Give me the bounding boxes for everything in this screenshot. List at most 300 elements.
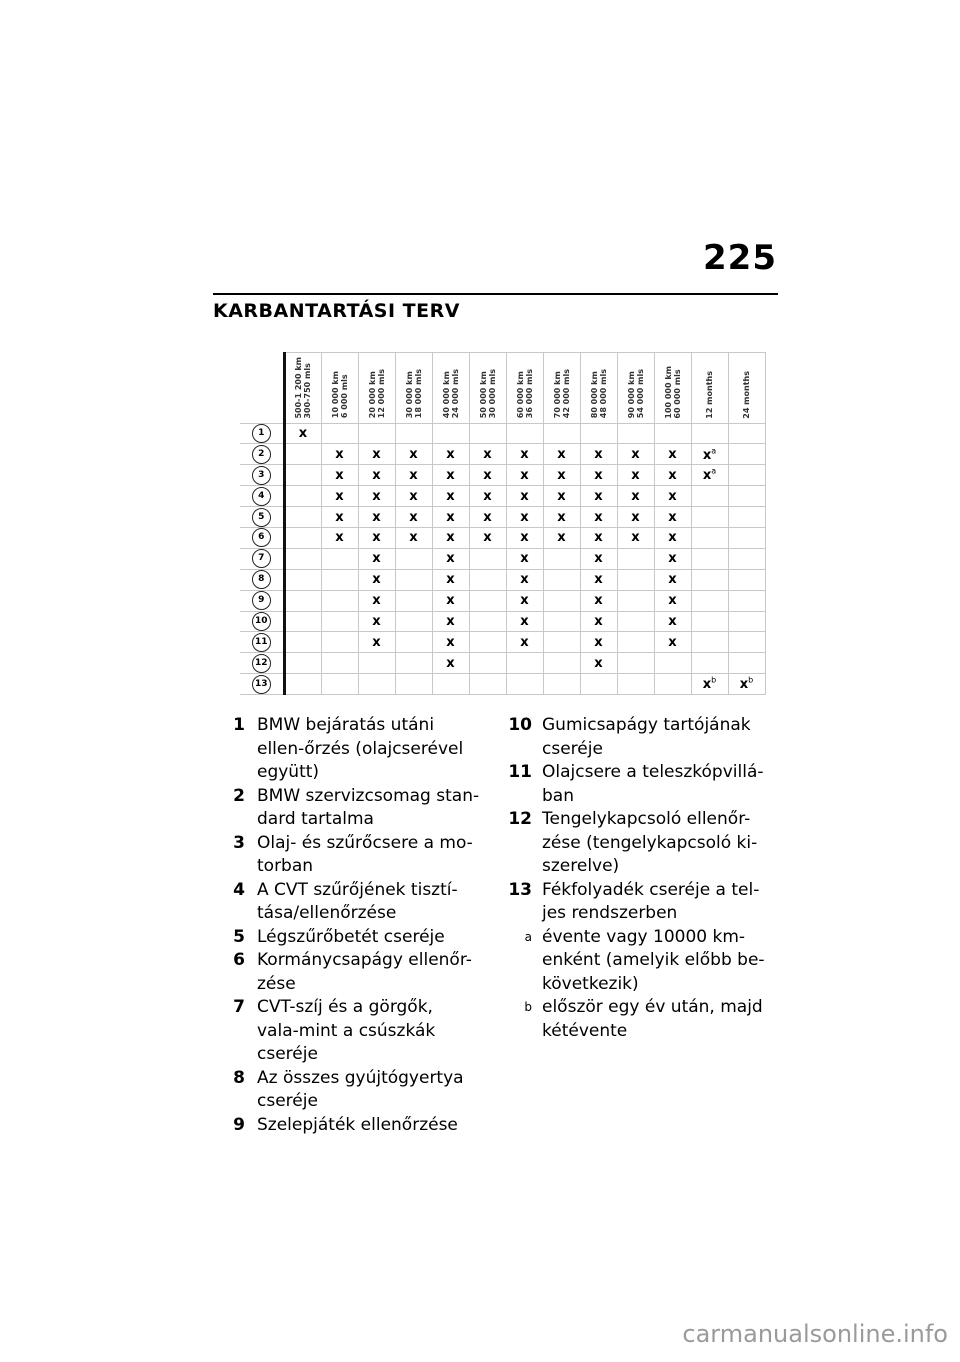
schedule-cell <box>506 653 543 674</box>
schedule-cell <box>728 590 765 611</box>
table-row <box>240 444 765 465</box>
schedule-mark: x <box>520 572 529 588</box>
schedule-mark: x <box>335 509 344 525</box>
schedule-cell <box>358 465 395 486</box>
schedule-cell <box>358 569 395 590</box>
schedule-cell <box>506 569 543 590</box>
schedule-mark: x <box>631 467 640 483</box>
schedule-mark: x <box>520 634 529 650</box>
schedule-cell <box>358 632 395 653</box>
schedule-cell <box>728 507 765 528</box>
legend-entry <box>215 949 480 996</box>
column-header-label: 70 000 km 42 000 mls <box>552 369 571 419</box>
legend-text: először egy év után, majd kétévente <box>542 997 763 1041</box>
row-number-cell <box>240 486 284 507</box>
schedule-cell <box>654 423 691 444</box>
schedule-mark: $x^a$ <box>702 467 717 484</box>
schedule-cell <box>728 548 765 569</box>
row-number-badge: 13 <box>252 675 271 694</box>
section-title: KARBANTARTÁSI TERV <box>213 300 460 322</box>
schedule-cell <box>543 569 580 590</box>
legend-entry <box>215 832 480 879</box>
legend-number: 3 <box>233 832 245 853</box>
schedule-cell <box>321 423 358 444</box>
schedule-mark: x <box>520 551 529 567</box>
schedule-cell <box>543 486 580 507</box>
schedule-cell <box>358 590 395 611</box>
schedule-mark: x <box>557 467 566 483</box>
legend-text: Gumicsapágy tartójának cseréje <box>542 715 751 759</box>
schedule-cell <box>580 486 617 507</box>
schedule-cell <box>654 527 691 548</box>
schedule-cell <box>580 590 617 611</box>
column-header <box>284 353 321 424</box>
schedule-mark: x <box>594 530 603 546</box>
table-row <box>240 423 765 444</box>
schedule-mark: x <box>594 509 603 525</box>
legend-entry <box>502 714 767 761</box>
schedule-mark: x <box>668 634 677 650</box>
schedule-cell <box>395 590 432 611</box>
schedule-cell <box>617 674 654 695</box>
legend-entry <box>215 1114 480 1138</box>
schedule-mark: x <box>335 446 344 462</box>
legend-entry <box>502 926 767 997</box>
table-row <box>240 632 765 653</box>
schedule-cell <box>654 569 691 590</box>
schedule-cell <box>506 590 543 611</box>
schedule-cell <box>691 444 728 465</box>
schedule-cell <box>469 527 506 548</box>
schedule-cell <box>284 486 321 507</box>
schedule-cell <box>691 674 728 695</box>
column-header-label: 20 000 km 12 000 mls <box>367 369 386 419</box>
schedule-cell <box>432 465 469 486</box>
schedule-cell <box>395 674 432 695</box>
schedule-cell <box>321 569 358 590</box>
schedule-cell <box>728 674 765 695</box>
schedule-cell <box>617 465 654 486</box>
schedule-mark: x <box>594 551 603 567</box>
legend-entry <box>215 996 480 1067</box>
row-number-badge: 4 <box>252 487 271 506</box>
schedule-cell <box>728 653 765 674</box>
schedule-cell <box>654 674 691 695</box>
row-number-badge: 6 <box>252 528 271 547</box>
schedule-cell <box>691 507 728 528</box>
schedule-cell <box>432 569 469 590</box>
table-row <box>240 527 765 548</box>
schedule-cell <box>395 486 432 507</box>
table-row <box>240 590 765 611</box>
schedule-cell <box>469 486 506 507</box>
schedule-cell <box>728 569 765 590</box>
schedule-cell <box>358 527 395 548</box>
legend-number: 2 <box>233 785 245 806</box>
row-number-cell <box>240 674 284 695</box>
row-number-cell <box>240 465 284 486</box>
schedule-cell <box>432 507 469 528</box>
schedule-cell <box>543 548 580 569</box>
schedule-cell <box>284 444 321 465</box>
schedule-cell <box>321 674 358 695</box>
schedule-cell <box>543 632 580 653</box>
schedule-mark: x <box>409 467 418 483</box>
schedule-cell <box>395 632 432 653</box>
legend-number: 5 <box>233 926 245 947</box>
schedule-cell <box>617 632 654 653</box>
schedule-cell <box>506 486 543 507</box>
schedule-mark: x <box>594 655 603 671</box>
header-rule <box>213 293 778 295</box>
row-number-badge: 8 <box>252 570 271 589</box>
schedule-cell <box>580 548 617 569</box>
row-number-cell <box>240 632 284 653</box>
schedule-cell <box>580 611 617 632</box>
schedule-cell <box>321 507 358 528</box>
schedule-cell <box>728 632 765 653</box>
schedule-cell <box>654 653 691 674</box>
legend-text: Tengelykapcsoló ellenőr-zése (tengelykapcsoló ki-szerelve) <box>542 809 758 876</box>
schedule-cell <box>358 507 395 528</box>
schedule-cell <box>580 527 617 548</box>
column-header-label: 40 000 km 24 000 mls <box>441 369 460 419</box>
schedule-mark: $x^b$ <box>702 675 717 693</box>
row-number-cell <box>240 653 284 674</box>
schedule-cell <box>432 632 469 653</box>
schedule-cell <box>506 423 543 444</box>
schedule-cell <box>617 507 654 528</box>
schedule-cell <box>654 465 691 486</box>
row-number-cell <box>240 507 284 528</box>
schedule-mark: x <box>668 593 677 609</box>
column-header <box>395 353 432 424</box>
schedule-cell <box>543 527 580 548</box>
column-header-label: 12 months <box>705 370 714 419</box>
schedule-cell <box>506 465 543 486</box>
schedule-cell <box>284 590 321 611</box>
legend-entry <box>502 761 767 808</box>
column-header-label: 60 000 km 36 000 mls <box>515 369 534 419</box>
schedule-cell <box>691 569 728 590</box>
schedule-cell <box>395 611 432 632</box>
schedule-cell <box>358 486 395 507</box>
schedule-cell <box>617 569 654 590</box>
schedule-cell <box>691 548 728 569</box>
schedule-mark: x <box>409 530 418 546</box>
schedule-mark: x <box>335 530 344 546</box>
schedule-mark: x <box>520 509 529 525</box>
schedule-cell <box>580 465 617 486</box>
row-number-badge: 12 <box>252 654 271 673</box>
schedule-mark: x <box>483 467 492 483</box>
schedule-cell <box>469 444 506 465</box>
table-row <box>240 569 765 590</box>
schedule-mark: x <box>631 509 640 525</box>
schedule-cell <box>543 465 580 486</box>
legend-number: 11 <box>508 762 532 782</box>
schedule-mark: x <box>557 446 566 462</box>
column-header-label: 50 000 km 30 000 mls <box>478 369 497 419</box>
legend-text: Kormánycsapágy ellenőr-zése <box>257 950 472 994</box>
row-number-badge: 11 <box>252 633 271 652</box>
legend-text: Olaj- és szűrőcsere a mo-torban <box>257 832 473 876</box>
schedule-cell <box>284 653 321 674</box>
schedule-cell <box>358 423 395 444</box>
schedule-cell <box>284 423 321 444</box>
schedule-mark: x <box>520 446 529 462</box>
schedule-cell <box>321 486 358 507</box>
schedule-cell <box>543 423 580 444</box>
schedule-cell <box>358 653 395 674</box>
schedule-mark: x <box>520 593 529 609</box>
schedule-cell <box>654 590 691 611</box>
row-number-cell <box>240 527 284 548</box>
schedule-mark: x <box>335 467 344 483</box>
schedule-cell <box>284 548 321 569</box>
schedule-mark: x <box>409 488 418 504</box>
schedule-cell <box>395 653 432 674</box>
column-header <box>506 353 543 424</box>
schedule-cell <box>395 569 432 590</box>
column-header <box>728 353 765 424</box>
schedule-cell <box>728 486 765 507</box>
schedule-mark: x <box>520 613 529 629</box>
schedule-cell <box>395 507 432 528</box>
table-row <box>240 674 765 695</box>
schedule-mark: x <box>446 467 455 483</box>
schedule-mark: x <box>557 530 566 546</box>
schedule-cell <box>358 674 395 695</box>
schedule-cell <box>469 590 506 611</box>
schedule-cell <box>321 590 358 611</box>
legend-number: 10 <box>508 715 532 735</box>
schedule-cell <box>321 548 358 569</box>
column-header <box>543 353 580 424</box>
schedule-mark: $x^b$ <box>739 675 754 693</box>
column-header-label: 30 000 km 18 000 mls <box>404 369 423 419</box>
legend-entry <box>215 926 480 950</box>
schedule-mark: x <box>446 655 455 671</box>
schedule-cell <box>469 653 506 674</box>
schedule-cell <box>321 465 358 486</box>
schedule-mark: x <box>483 446 492 462</box>
schedule-mark: x <box>409 509 418 525</box>
schedule-cell <box>580 444 617 465</box>
column-header-label: 500-1 200 km 300-750 mls <box>294 357 312 419</box>
legend-entry <box>215 1067 480 1114</box>
table-row <box>240 507 765 528</box>
legend-text: Szelepjáték ellenőrzése <box>257 1114 458 1135</box>
maintenance-schedule-table <box>240 352 765 693</box>
legend-number: 13 <box>508 879 532 900</box>
schedule-mark: x <box>594 572 603 588</box>
legend-number: 7 <box>233 997 245 1017</box>
column-header <box>432 353 469 424</box>
schedule-mark: x <box>520 530 529 546</box>
schedule-cell <box>654 632 691 653</box>
schedule-cell <box>691 653 728 674</box>
schedule-cell <box>654 444 691 465</box>
schedule-cell <box>395 423 432 444</box>
schedule-cell <box>432 674 469 695</box>
table-row <box>240 486 765 507</box>
schedule-cell <box>617 611 654 632</box>
schedule-mark: x <box>594 593 603 609</box>
schedule-cell <box>395 465 432 486</box>
schedule-mark: x <box>557 509 566 525</box>
row-number-badge: 1 <box>252 424 271 443</box>
legend-text: BMW bejáratás utáni ellen-őrzés (olajcserével együtt) <box>257 715 464 782</box>
schedule-cell <box>284 569 321 590</box>
schedule-mark: x <box>594 488 603 504</box>
schedule-mark: x <box>372 634 381 650</box>
column-header <box>654 353 691 424</box>
schedule-mark: x <box>631 530 640 546</box>
row-number-cell <box>240 548 284 569</box>
schedule-mark: x <box>372 613 381 629</box>
schedule-cell <box>543 444 580 465</box>
schedule-cell <box>654 507 691 528</box>
schedule-cell <box>691 423 728 444</box>
legend-number: 4 <box>233 879 245 900</box>
schedule-mark: x <box>483 488 492 504</box>
row-number-badge: 9 <box>252 591 271 610</box>
schedule-mark: x <box>409 446 418 462</box>
schedule-mark: x <box>483 509 492 525</box>
legend-number: 1 <box>233 715 245 735</box>
legend-text: BMW szervizcsomag stan-dard tartalma <box>257 785 480 829</box>
legend-number: 8 <box>233 1067 245 1088</box>
column-header-label: 10 000 km 6 000 mls <box>330 371 349 419</box>
schedule-mark: x <box>372 488 381 504</box>
legend-entry <box>502 808 767 879</box>
watermark: carmanualsonline.info <box>682 1320 948 1348</box>
schedule-cell <box>654 548 691 569</box>
schedule-cell <box>432 653 469 674</box>
schedule-cell <box>432 527 469 548</box>
row-number-cell <box>240 423 284 444</box>
row-number-cell <box>240 569 284 590</box>
schedule-mark: x <box>372 446 381 462</box>
legend-text: évente vagy 10000 km-enként (amelyik előbb be-következik) <box>542 926 765 994</box>
schedule-cell <box>506 611 543 632</box>
row-number-cell <box>240 590 284 611</box>
schedule-cell <box>432 611 469 632</box>
schedule-cell <box>284 527 321 548</box>
schedule-mark: $x^a$ <box>702 446 717 463</box>
schedule-mark: x <box>557 488 566 504</box>
table-row <box>240 653 765 674</box>
schedule-mark: x <box>668 613 677 629</box>
schedule-cell <box>284 674 321 695</box>
legend-text: Az összes gyújtógyertya cseréje <box>257 1067 464 1111</box>
schedule-cell <box>469 632 506 653</box>
schedule-cell <box>617 444 654 465</box>
schedule-cell <box>728 444 765 465</box>
schedule-cell <box>395 527 432 548</box>
schedule-cell <box>691 527 728 548</box>
schedule-cell <box>506 548 543 569</box>
schedule-cell <box>506 507 543 528</box>
schedule-cell <box>543 611 580 632</box>
column-header-label: 80 000 km 48 000 mls <box>589 369 608 419</box>
schedule-mark: x <box>335 488 344 504</box>
schedule-cell <box>469 548 506 569</box>
column-header-label: 90 000 km 54 000 mls <box>626 369 645 419</box>
schedule-mark: x <box>372 530 381 546</box>
column-header-label: 100 000 km 60 000 mls <box>663 365 682 419</box>
legend-number: a <box>524 929 532 944</box>
schedule-cell <box>469 423 506 444</box>
legend-number: b <box>524 1000 532 1014</box>
schedule-cell <box>691 632 728 653</box>
row-number-cell <box>240 611 284 632</box>
schedule-cell <box>580 507 617 528</box>
schedule-cell <box>321 527 358 548</box>
column-header-label: 24 months <box>742 370 751 419</box>
legend-entry <box>502 879 767 926</box>
schedule-cell <box>284 632 321 653</box>
schedule-cell <box>321 444 358 465</box>
column-header <box>617 353 654 424</box>
schedule-cell <box>358 611 395 632</box>
legend-number: 9 <box>233 1114 245 1135</box>
schedule-cell <box>321 632 358 653</box>
schedule-mark: x <box>446 530 455 546</box>
schedule-cell <box>469 674 506 695</box>
schedule-mark: x <box>372 551 381 567</box>
schedule-cell <box>654 486 691 507</box>
table-row <box>240 465 765 486</box>
schedule-cell <box>395 444 432 465</box>
schedule-mark: x <box>446 572 455 588</box>
schedule-mark: x <box>668 551 677 567</box>
schedule-mark: x <box>520 467 529 483</box>
schedule-mark: x <box>594 634 603 650</box>
row-number-badge: 3 <box>252 466 271 485</box>
schedule-cell <box>654 611 691 632</box>
schedule-mark: x <box>631 446 640 462</box>
row-number-badge: 2 <box>252 445 271 464</box>
column-header <box>580 353 617 424</box>
legend-right <box>502 714 767 1043</box>
schedule-cell <box>469 465 506 486</box>
schedule-cell <box>691 486 728 507</box>
schedule-mark: x <box>298 425 308 441</box>
schedule-cell <box>469 569 506 590</box>
schedule-mark: x <box>594 467 603 483</box>
schedule-cell <box>432 423 469 444</box>
legend-text: Olajcsere a teleszkópvillá-ban <box>542 762 764 806</box>
page-number: 225 <box>703 238 777 278</box>
column-header <box>469 353 506 424</box>
schedule-cell <box>617 527 654 548</box>
schedule-mark: x <box>668 509 677 525</box>
schedule-cell <box>617 486 654 507</box>
schedule-cell <box>580 569 617 590</box>
schedule-cell <box>358 548 395 569</box>
schedule-cell <box>617 653 654 674</box>
row-number-cell <box>240 444 284 465</box>
schedule-mark: x <box>594 613 603 629</box>
schedule-cell <box>506 632 543 653</box>
schedule-cell <box>284 465 321 486</box>
row-number-badge: 10 <box>252 612 271 631</box>
schedule-mark: x <box>668 530 677 546</box>
schedule-cell <box>321 611 358 632</box>
legend-entry <box>215 714 480 785</box>
